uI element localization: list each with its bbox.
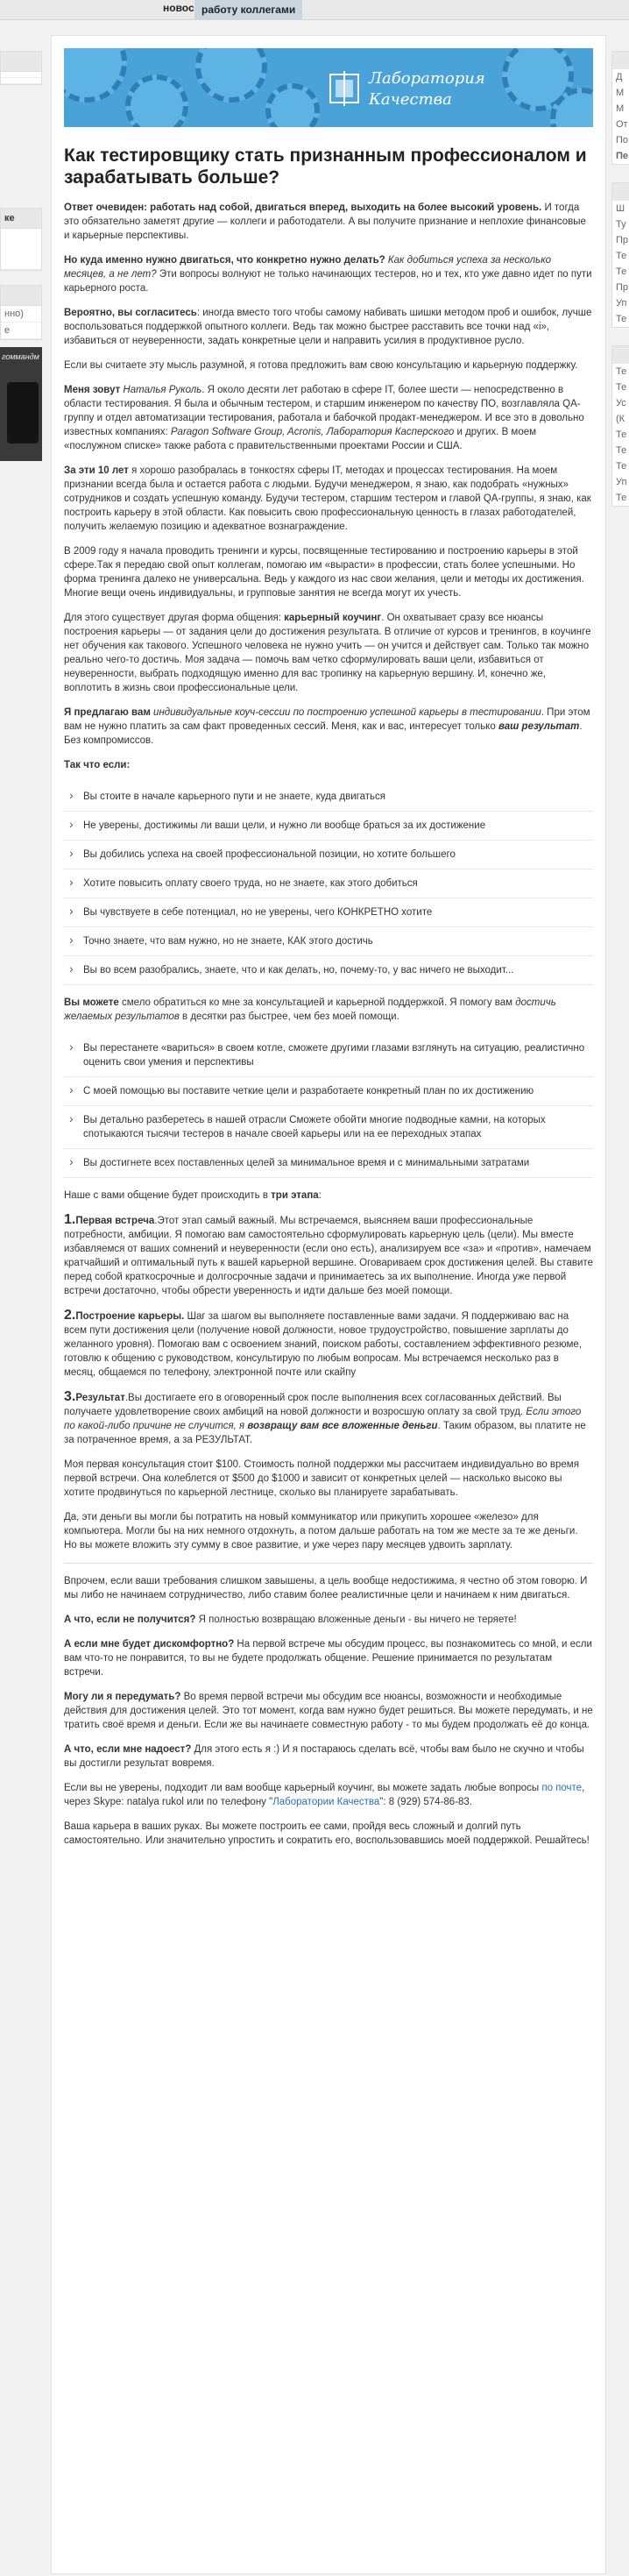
- left-box-1-item[interactable]: [1, 72, 41, 78]
- list-item: › Вы перестанете «вариться» в своем котле, сможете другими глазами взглянуть на ситуацию, реалистично оценить свои умения и перспективы: [64, 1034, 593, 1077]
- email-link[interactable]: по почте: [539, 1783, 583, 1793]
- faq-2: [64, 1637, 593, 1679]
- faq-1: [64, 1613, 593, 1627]
- bold-text: Меня зовут: [64, 385, 121, 395]
- faq-question: А что, если не получится?: [64, 1614, 196, 1625]
- paragraph: [64, 611, 593, 695]
- faq-question: А что, если мне надоест?: [64, 1744, 192, 1755]
- logo-line-1: Лаборатория: [369, 69, 485, 88]
- author-name: Наталья Руколь: [120, 385, 202, 395]
- paragraph: Если вы считаете эту мысль разумной, я готова предложить вам свою консультацию и карьерную поддержку.: [64, 360, 578, 371]
- left-box-1-item[interactable]: [1, 78, 41, 84]
- header-banner[interactable]: [64, 48, 593, 127]
- faq-answer: Во время первой встречи мы обсудим все нюансы, возможности и необходимые действия для достижения целей. Это тот момент, когда вам нужно будет решиться. Вы можете передумать, и не тратить своё время и деньги. Если же вы начинаете совместную работу - то мы будем продолжать её до конца.: [64, 1692, 593, 1730]
- right-box-3-item[interactable]: Ус: [616, 398, 626, 408]
- stage-title: Первая встреча: [75, 1216, 155, 1226]
- lab-logo-icon: [327, 69, 362, 108]
- bold-text: Ответ очевиден: работать над собой, двигаться вперед, выходить на более высокий уровень.: [64, 202, 542, 213]
- right-box-2-item[interactable]: Ш: [616, 203, 625, 214]
- bold-text: Вы можете: [64, 997, 119, 1008]
- list-item: › С моей помощью вы поставите четкие цели и разработаете конкретный план по их достижению: [64, 1077, 593, 1106]
- stage-number: 2.: [64, 1308, 76, 1323]
- text: .Этот этап самый важный. Мы встречаемся, выясняем ваши профессиональные потребности, амбиции. Я помогаю вам самостоятельно сформулировать карьерную цель (цели). Мы вместе избавляемся от ваших сомнений и неуверенности (если оно есть), анализируем все «за» и «против», намечаем кратчайший и оптимальный путь к вашей карьерной вершине. Оговариваем срок достижения целей. Вы ставите перед собой краткосрочные и долгосрочные задачи и принимаетесь за их выполнение. Иногда уже первой встречи достаточно, чтобы обрести уверенность и идти дальше без моей помощи.: [64, 1216, 593, 1296]
- paragraph: [64, 996, 593, 1024]
- right-box-3-item[interactable]: Уп: [616, 477, 627, 487]
- left-box-2-header: ке: [1, 209, 41, 229]
- text: я хорошо разобралась в тонкостях сферы IT, методах и процессах тестирования. На моем признании всегда была и остается работа с людьми. Будучи менеджером, я знаю, как подобрать «нужных» сотрудников и создать успешную команду. Будучи тестером, старшим тестером и главой QA-группы, я знаю, как построить карьеру в этой области. Как повысить свою профессиональную ценность в глазах работодателей, получить желаемую позицию и адекватное вознаграждение.: [64, 465, 591, 532]
- paragraph: [64, 706, 593, 748]
- stage-3: [64, 1390, 593, 1447]
- bold-text: Но куда именно нужно двигаться, что конкретно нужно делать?: [64, 255, 385, 266]
- faq-3: [64, 1690, 593, 1732]
- paragraph: В 2009 году я начала проводить тренинги и курсы, посвященные тестированию и построению карьеры в этой сфере.Так я передаю свой опыт коллегам, помогаю им «вырасти» в профессии, стать более успешными. Но форма тренинга далеко не универсальна. Ведь у каждого из нас свои желания, цели и методы их достижения. Многие вещи очень индивидуальны, и групповые занятия не всегда могут их учесть.: [64, 546, 584, 599]
- text: . Он охватывает сразу все нюансы построения карьеры — от задания цели до достижения результата. В отличие от курсов и тренингов, в коучинге нет обучения как такового. Успешного человека не нужно учить — он учится и действует сам. Только так можно реально чего-то достичь. Моя задача — помочь вам четко сформулировать ваши цели, избавиться от неуверенности, выбрать подходящую именно для вас тропинку на карьерную вершину. И, конечно же, воплотить в жизнь свои профессиональные цели.: [64, 613, 591, 693]
- bold-text: Я предлагаю вам: [64, 707, 151, 718]
- divider: [64, 1563, 593, 1564]
- stage-number: 3.: [64, 1389, 76, 1404]
- faq-question: Могу ли я передумать?: [64, 1692, 181, 1702]
- article: [64, 145, 593, 1858]
- bold-text: карьерный коучинг: [280, 613, 382, 623]
- right-box-3-item[interactable]: (К: [616, 414, 625, 424]
- italic-text: Если этого по какой-либо причине не случится, я: [64, 1407, 582, 1431]
- gear-icon: [125, 75, 188, 127]
- paragraph: [64, 383, 593, 453]
- text: и других. В моем «послужном списке» также работа с правительственными проектами России и США.: [64, 427, 537, 451]
- italic-text: достичь желаемых результатов: [64, 997, 556, 1022]
- text: .Вы достигаете его в оговоренный срок после выполнения всех согласованных действий. Вы получаете удовлетворение своих амбиций на новой должности и возросшую оплату за свой труд.: [64, 1393, 562, 1417]
- right-box-1-item[interactable]: По: [616, 135, 629, 145]
- text: Если вы не уверены, подходит ли вам вообще карьерный коучинг, вы можете задать любые вопросы: [64, 1783, 540, 1793]
- list-item: › Вы добились успеха на своей профессиональной позиции, но хотите большего: [64, 841, 593, 869]
- right-box-1-item[interactable]: Д: [616, 72, 623, 82]
- text: Эти вопросы волнуют не только начинающих тестеров, но и тех, кто уже давно идет по пути карьерного роста.: [64, 269, 592, 294]
- faq-4: [64, 1742, 593, 1771]
- promo-banner[interactable]: [0, 347, 42, 461]
- text: , через Skype: natalya rukol или по телефону ": [64, 1783, 585, 1807]
- right-box-3-item[interactable]: Те: [616, 366, 627, 377]
- right-box-2-item[interactable]: Пр: [616, 235, 629, 245]
- left-box-1-header: [1, 52, 41, 72]
- main-content: [51, 35, 606, 2574]
- paragraph: Моя первая консультация стоит $100. Стоимость полной поддержки мы рассчитаем индивидуально во время первой встречи. Она колеблется от $500 до $1000 и зависит от конкретных целей — насколько высоко вы хотите продвинуться по карьерной лестнице, сколько вы планируете зарабатывать.: [64, 1459, 579, 1498]
- right-sidebar: [611, 51, 629, 515]
- list-item: › Вы во всем разобрались, знаете, что и как делать, но, почему-то, у вас ничего не выходит...: [64, 956, 593, 985]
- text: Наше с вами общение будет происходить в: [64, 1190, 268, 1201]
- right-box-1-item[interactable]: М: [616, 103, 625, 114]
- left-box-3-item[interactable]: е: [1, 323, 41, 339]
- list-item: › Вы достигнете всех поставленных целей за минимальное время и с минимальными затратами: [64, 1149, 593, 1178]
- list-item: › Хотите повысить оплату своего труда, но не знаете, как этого добиться: [64, 869, 593, 898]
- promo-text: гоммандм: [2, 352, 39, 361]
- help-list: [64, 1034, 593, 1178]
- left-box-3-item[interactable]: нно): [1, 306, 41, 323]
- faq-answer: Я полностью возвращаю вложенные деньги - вы ничего не теряете!: [195, 1614, 517, 1625]
- gear-icon: [265, 83, 320, 127]
- right-box-1-header: [612, 52, 629, 69]
- paragraph: Впрочем, если ваши требования слишком завышены, а цель вообще недостижима, я честно об этом говорю. И мы либо не начинаем сотрудничество, либо ставим более реалистичные цели и начинаем к ним двигаться.: [64, 1576, 588, 1600]
- bold-text: Вероятно, вы согласитесь: [64, 308, 197, 318]
- text: в десятки раз быстрее, чем без моей помощи.: [179, 1011, 399, 1022]
- right-box-1-item[interactable]: М: [616, 88, 625, 98]
- right-box-2-item[interactable]: Те: [616, 251, 627, 261]
- right-box-1: [611, 51, 629, 165]
- text: : иногда вместо того чтобы самому набивать шишки методом проб и ошибок, лучше воспользоваться поддержкой опытного коллеги. Ведь так можно быстрее расставить все точки над «i», избавиться от неуверенности, задать конкретные цели и направить усилия в продуктивное русло.: [64, 308, 592, 346]
- bold-text: За эти 10 лет: [64, 465, 129, 476]
- logo-line-2: Качества: [369, 90, 452, 109]
- left-sidebar: [0, 51, 42, 461]
- paragraph: Ваша карьера в ваших руках. Вы можете построить ее сами, пройдя весь сложный и долгий путь самостоятельно. Или значительно упростить и сократить его, воспользовавшись моей поддержкой. Решайтесь!: [64, 1821, 590, 1846]
- text: ": 8 (929) 574-86-83.: [379, 1797, 473, 1807]
- faq-answer: Для этого есть я :) И я постараюсь сделать всё, чтобы вам было не скучно и чтобы вы достигли результат вовремя.: [64, 1744, 584, 1769]
- text: . Я около десяти лет работаю в сфере IT, более шести — непосредственно в области тестирования. Я была и обычным тестером, и старшим инженером по качеству ПО, возглавляла QA-группу и отдел автоматизации тестирования, работала и бабочкой продакт-менеджером. И все это в довольно известных компаниях:: [64, 385, 584, 437]
- left-box-1: [0, 51, 42, 85]
- right-box-2-item[interactable]: Те: [616, 314, 627, 324]
- right-box-2-item[interactable]: Уп: [616, 298, 627, 309]
- faq-answer: На первой встрече мы обсудим процесс, вы познакомитесь со мной, и если вам что-то не понравится, то вы не будете продолжать общение. Решение принимается по результатам встречи.: [64, 1639, 592, 1678]
- text: И тогда это обязательно заметят другие — коллеги и работодатели. А вы получите признание и неплохие финансовые и карьерные перспективы.: [64, 202, 586, 241]
- gear-icon: [64, 48, 127, 103]
- right-box-2-item[interactable]: Те: [616, 266, 627, 277]
- right-box-2-header: [612, 183, 629, 201]
- nav-item-work[interactable]: работу коллегами: [194, 0, 302, 19]
- text: Для этого существует другая форма общения:: [64, 613, 281, 623]
- right-box-3: [611, 345, 629, 507]
- text: . При этом вам не нужно платить за сам факт проведенных сессий. Меня, как и вас, интересует только: [64, 707, 590, 732]
- right-box-3-item[interactable]: Те: [616, 429, 627, 440]
- right-box-1-item[interactable]: От: [616, 119, 628, 130]
- paragraph: [64, 306, 593, 348]
- text: . Без компромиссов.: [64, 721, 583, 746]
- list-item: › Вы детально разберетесь в нашей отрасли Сможете обойти многие подводные камни, на которых спотыкаются тысячи тестеров в начале своей карьеры или на ее переходных этапах: [64, 1106, 593, 1149]
- right-box-3-item[interactable]: Те: [616, 461, 627, 472]
- if-list: [64, 783, 593, 985]
- left-box-3: [0, 285, 42, 340]
- stage-2: [64, 1309, 593, 1380]
- bold-italic-text: возвращу вам все вложенные деньги: [244, 1421, 438, 1431]
- left-box-2-item[interactable]: [1, 229, 41, 270]
- contact-paragraph: [64, 1781, 593, 1809]
- right-box-3-item[interactable]: Те: [616, 445, 627, 456]
- bold-italic-text: ваш результат: [495, 721, 580, 732]
- stage-1: [64, 1213, 593, 1298]
- site-logo: [327, 60, 493, 113]
- text: смело обратиться ко мне за консультацией и карьерной поддержкой. Я помогу вам: [118, 997, 513, 1008]
- paragraph: [64, 1189, 593, 1203]
- paragraph: Да, эти деньги вы могли бы потратить на новый коммуникатор или прикупить хорошее «железо» для компьютера. Могли бы на них немного отдохнуть, а потом дальше работать на том же месте за те же деньги. Но вы можете вложить эту сумму в свое развитие, и уже через пару месяцев удвоить зарплату.: [64, 1512, 578, 1551]
- paragraph: [64, 464, 593, 534]
- stage-title: Результат: [75, 1393, 125, 1403]
- right-box-2-item[interactable]: Пр: [616, 282, 629, 293]
- lab-link[interactable]: Лаборатории Качества: [272, 1797, 380, 1807]
- italic-text: индивидуальные коуч-сессии по построению успешной карьеры в тестировании: [150, 707, 541, 718]
- article-title: Как тестировщику стать признанным профессионалом и зарабатывать больше?: [64, 145, 587, 188]
- right-box-3-item[interactable]: Те: [616, 382, 627, 393]
- left-box-2: [0, 208, 42, 271]
- top-navigation: [0, 0, 629, 20]
- list-heading: [64, 758, 593, 772]
- stage-number: 1.: [64, 1212, 76, 1227]
- list-item: › Не уверены, достижимы ли ваши цели, и нужно ли вообще браться за их достижение: [64, 812, 593, 841]
- faq-question: А если мне будет дискомфортно?: [64, 1639, 235, 1650]
- bold-text: три этапа: [267, 1190, 319, 1201]
- companies: Paragon Software Group, Acronis, Лаборатория Касперского: [167, 427, 455, 437]
- bold-text: Так что если:: [64, 760, 131, 770]
- text: Шаг за шагом вы выполняете поставленные вами задачи. Я поддерживаю вас на всем пути достижения цели (получение новой должности, новое трудоустройство, повышение зарплаты до желанного уровня). Помогаю вам с освоением знаний, поиском работы, составлением эффективного резюме, готовлю к общению с руководством, консультирую по любым вопросам. Мы встречаемся несколько раз в месяц, общаемся по телефону, электронной почте или скайпу: [64, 1311, 583, 1378]
- right-box-2: [611, 182, 629, 328]
- paragraph: [64, 253, 593, 295]
- left-box-3-header: [1, 286, 41, 306]
- text: :: [318, 1190, 322, 1201]
- list-item: › Точно знаете, что вам нужно, но не знаете, КАК этого достичь: [64, 927, 593, 956]
- text: . Таким образом, вы платите не за потраченное время, а за РЕЗУЛЬТАТ.: [64, 1421, 586, 1445]
- italic-text: Как добиться успеха за несколько месяцев, а не лет?: [64, 255, 552, 280]
- bag-icon: [7, 382, 39, 444]
- right-box-1-item[interactable]: Пе: [616, 151, 629, 161]
- paragraph: [64, 201, 593, 243]
- nav-item-news[interactable]: новос: [163, 2, 194, 14]
- stage-title: Построение карьеры.: [75, 1311, 185, 1322]
- right-box-3-item[interactable]: Те: [616, 493, 627, 503]
- right-box-2-item[interactable]: Ту: [616, 219, 626, 230]
- list-item: › Вы чувствуете в себе потенциал, но не уверены, чего КОНКРЕТНО хотите: [64, 898, 593, 927]
- right-box-3-header: [612, 346, 629, 364]
- gear-icon: [195, 48, 267, 103]
- list-item: › Вы стоите в начале карьерного пути и не знаете, куда двигаться: [64, 783, 593, 812]
